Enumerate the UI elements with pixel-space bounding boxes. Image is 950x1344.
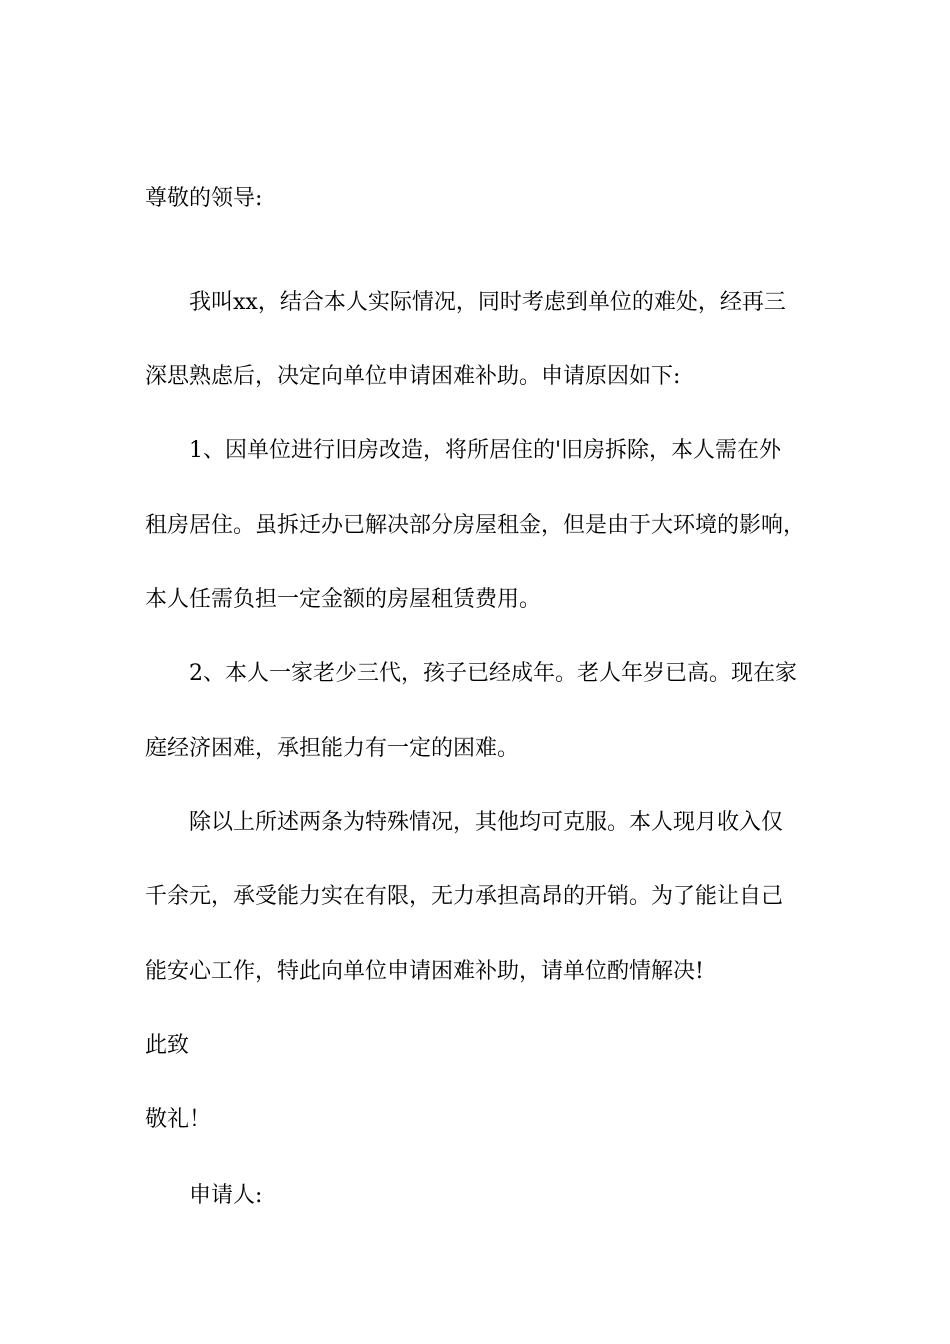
salutation: 尊敬的领导:: [145, 186, 263, 211]
paragraph-1-line-2: 深思熟虑后，决定向单位申请困难补助。申请原因如下:: [145, 364, 681, 389]
closing-paragraph-line-1: 除以上所述两条为特殊情况，其他均可克服。本人现月收入仅: [189, 810, 784, 835]
closing-phrase-2: 敬礼！: [145, 1107, 212, 1132]
closing-phrase-1: 此致: [145, 1033, 190, 1058]
paragraph-1-line-1: 我叫xx，结合本人实际情况，同时考虑到单位的难处，经再三: [189, 290, 786, 315]
reason-2-line-2: 庭经济困难，承担能力有一定的困难。: [145, 736, 520, 761]
closing-paragraph-line-2: 千余元，承受能力实在有限，无力承担高昂的开销。为了能让自己: [145, 884, 784, 909]
reason-1-line-3: 本人任需负担一定金额的房屋租赁费用。: [145, 587, 542, 612]
reason-1-line-1: 1、因单位进行旧房改造，将所居住的'旧房拆除，本人需在外: [189, 438, 782, 463]
signature-label: 申请人:: [189, 1183, 263, 1208]
reason-2-line-1: 2、本人一家老少三代，孩子已经成年。老人年岁已高。现在家: [189, 661, 797, 686]
reason-1-line-2: 租房居住。虽拆迁办已解决部分房屋租金，但是由于大环境的影响，: [145, 513, 806, 538]
closing-paragraph-line-3: 能安心工作，特此向单位申请困难补助，请单位酌情解决!: [145, 959, 704, 984]
